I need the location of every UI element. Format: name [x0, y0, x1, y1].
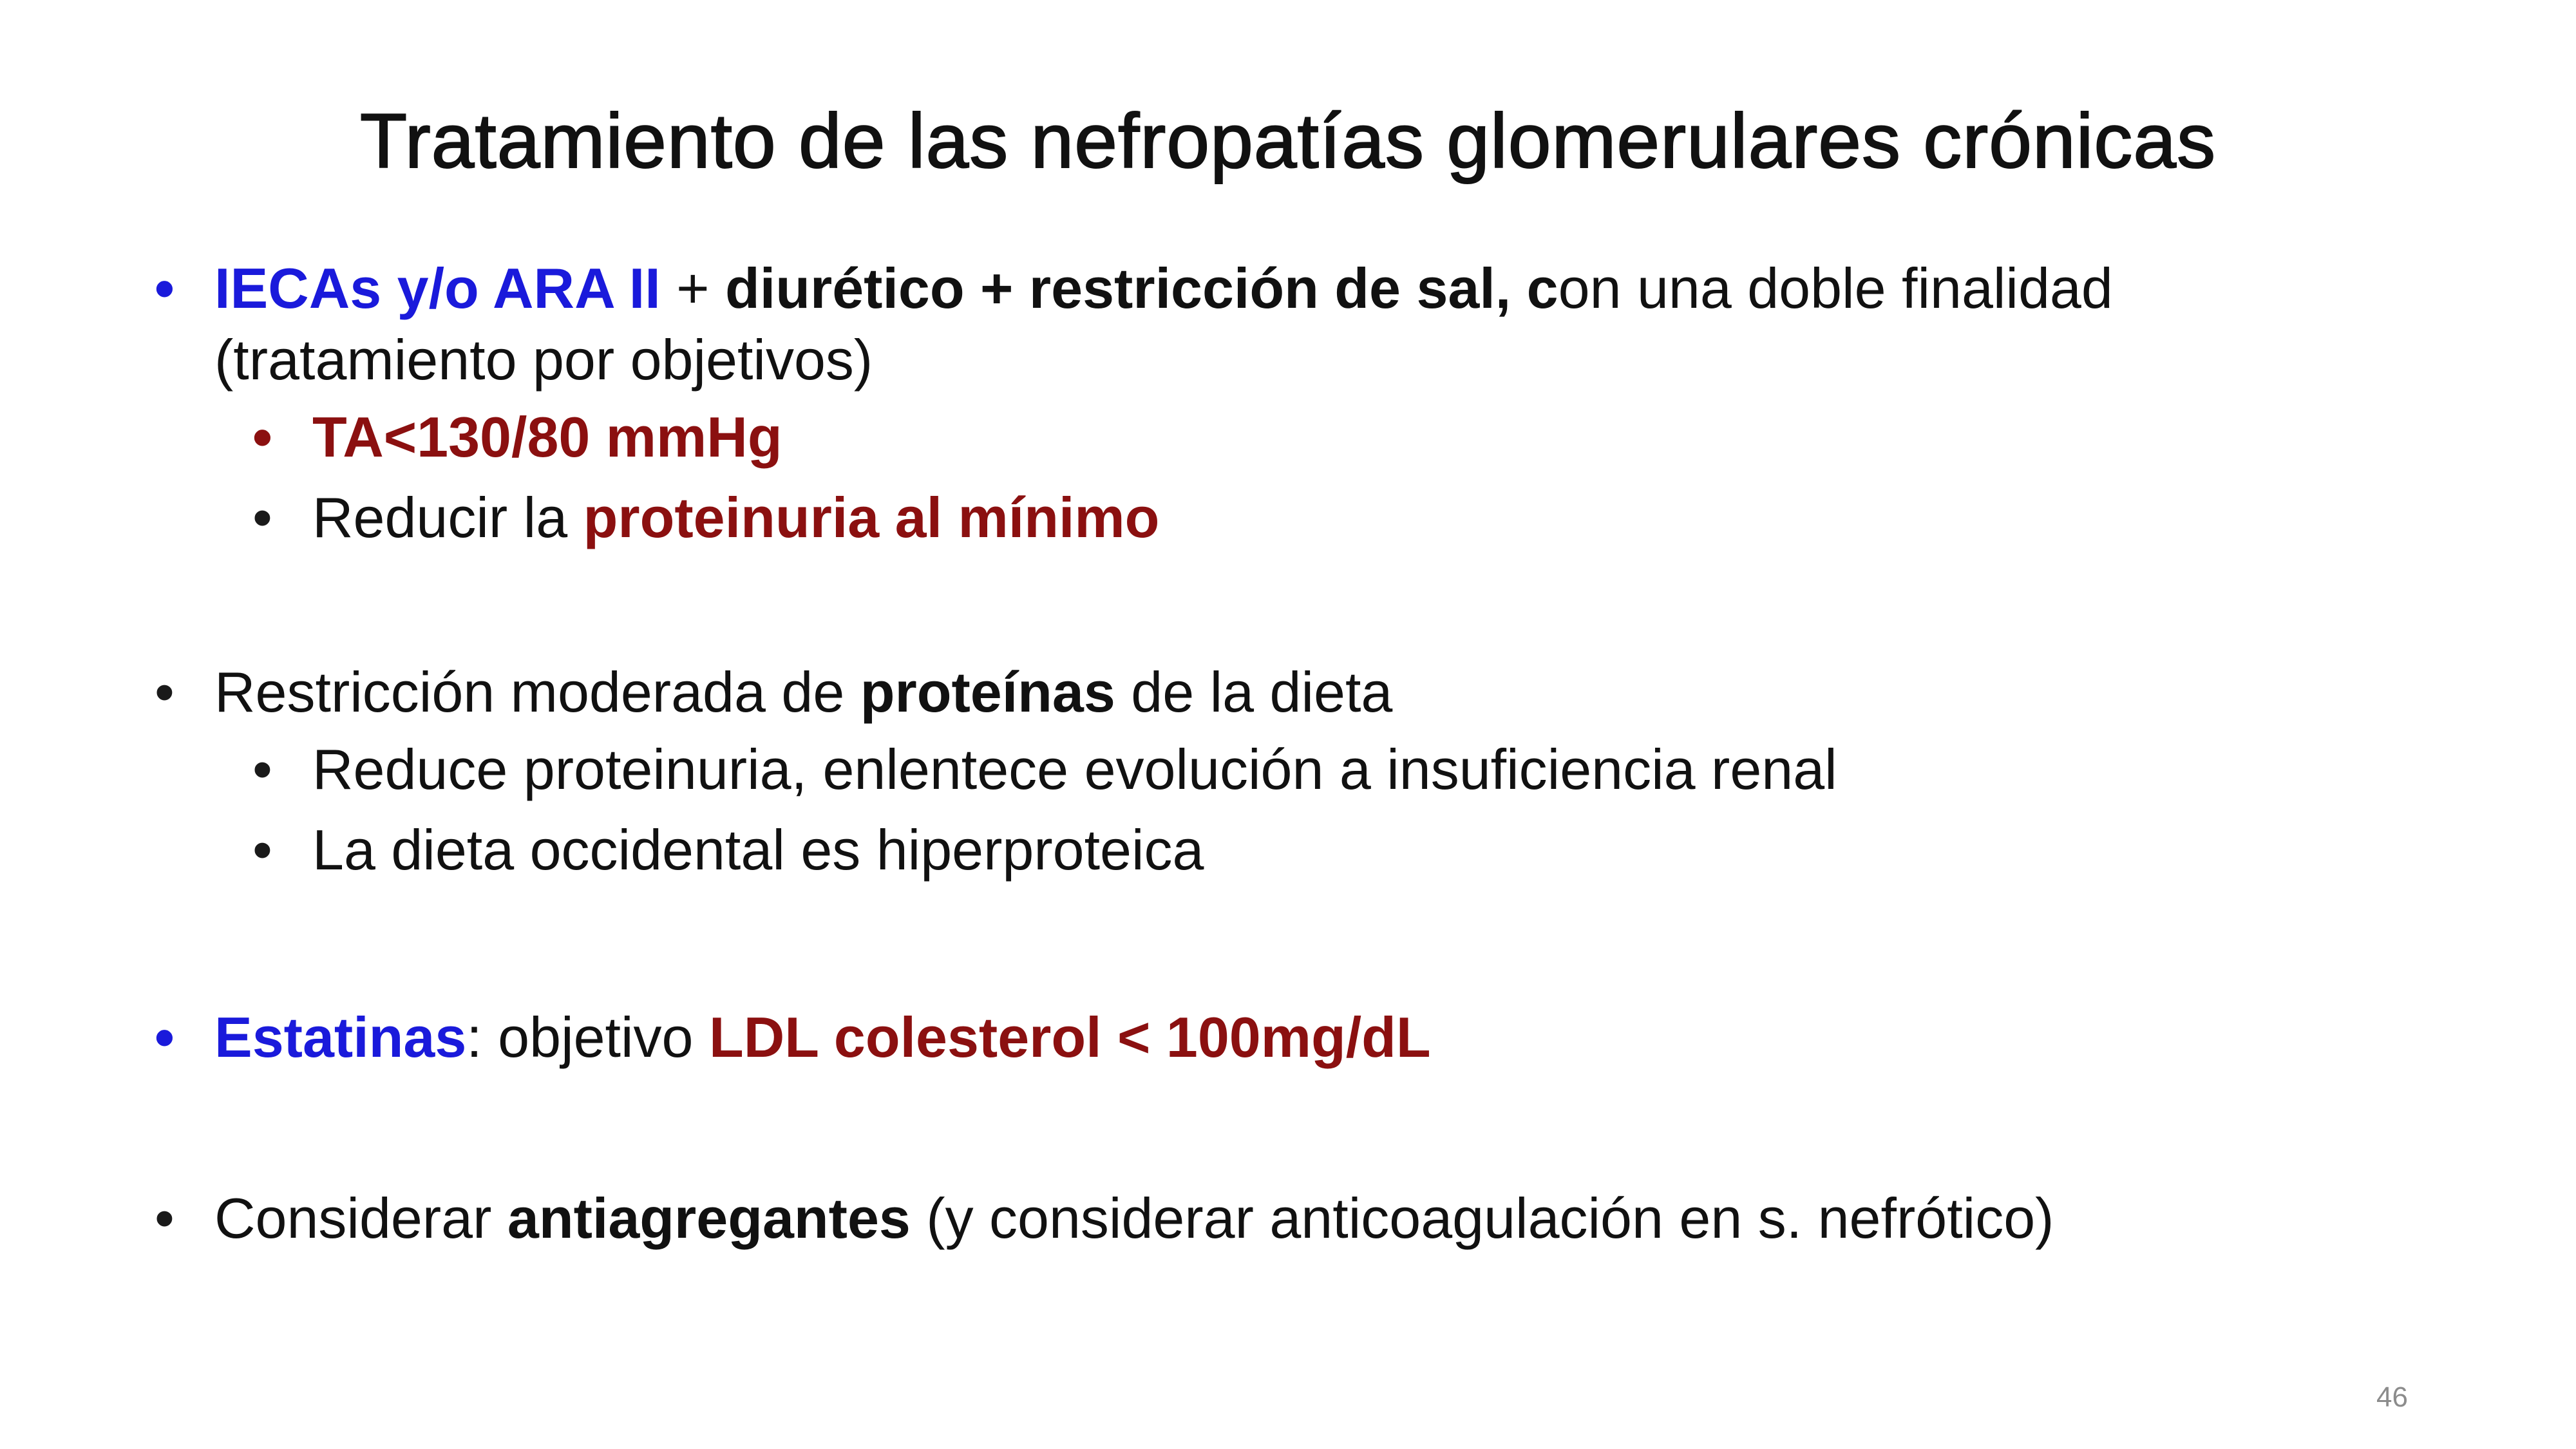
bullet-icon: • — [155, 256, 175, 320]
diuretic-text: diurético + restricción de sal, c — [725, 256, 1558, 320]
bullet-icon: • — [155, 660, 175, 724]
bullet-icon: • — [155, 1186, 175, 1250]
sub-text: Reduce proteinuria, enlentece evolución a insuficiencia renal — [312, 737, 1837, 801]
ldl-target: LDL colesterol < 100mg/dL — [708, 1005, 1431, 1069]
bullet-icon: • — [252, 818, 272, 882]
sub-bullet-blood-pressure — [252, 395, 2409, 479]
sub-text: La dieta occidental es hiperproteica — [312, 818, 1204, 882]
diet-text: de la dieta — [1115, 660, 1393, 724]
bullet-treatment-iecas — [155, 252, 2409, 395]
anticoagulation-text: (y considerar anticoagulación en s. nefrótico) — [910, 1186, 2054, 1250]
consider-text: Considerar — [214, 1186, 507, 1250]
proteinuria-highlight: proteinuria al mínimo — [583, 486, 1160, 549]
sub-bullet-western-diet — [252, 808, 2409, 892]
bullet-icon: • — [252, 486, 272, 549]
slide-title: Tratamiento de las nefropatías glomerulares crónicas — [359, 98, 2217, 184]
iecas-text: IECAs y/o ARA II — [214, 256, 661, 320]
bullet-antiplatelets — [155, 1182, 2409, 1254]
bullet-icon: • — [155, 1005, 175, 1069]
sub-bullet-reduce-proteinuria — [252, 728, 2409, 811]
page-number: 46 — [2376, 1381, 2408, 1413]
sub-bullet-proteinuria — [252, 476, 2409, 560]
statins-text: Estatinas — [214, 1005, 467, 1069]
proteins-text: proteínas — [860, 660, 1115, 724]
bullet-icon: • — [252, 737, 272, 801]
objective-label: : objetivo — [466, 1005, 709, 1069]
antiplatelets-text: antiagregantes — [507, 1186, 911, 1250]
blood-pressure-target: TA<130/80 mmHg — [312, 405, 782, 469]
bullet-protein-restriction — [155, 656, 2409, 728]
objective-text: (tratamiento por objetivos) — [214, 328, 873, 392]
slide-content — [155, 252, 2409, 1254]
plus-text: + — [660, 256, 725, 320]
bullet-statins — [155, 1001, 2409, 1073]
reduce-text: Reducir la — [312, 486, 583, 549]
goal-text: on una doble finalidad — [1558, 256, 2113, 320]
restriction-text: Restricción moderada de — [214, 660, 860, 724]
bullet-icon: • — [252, 405, 272, 469]
